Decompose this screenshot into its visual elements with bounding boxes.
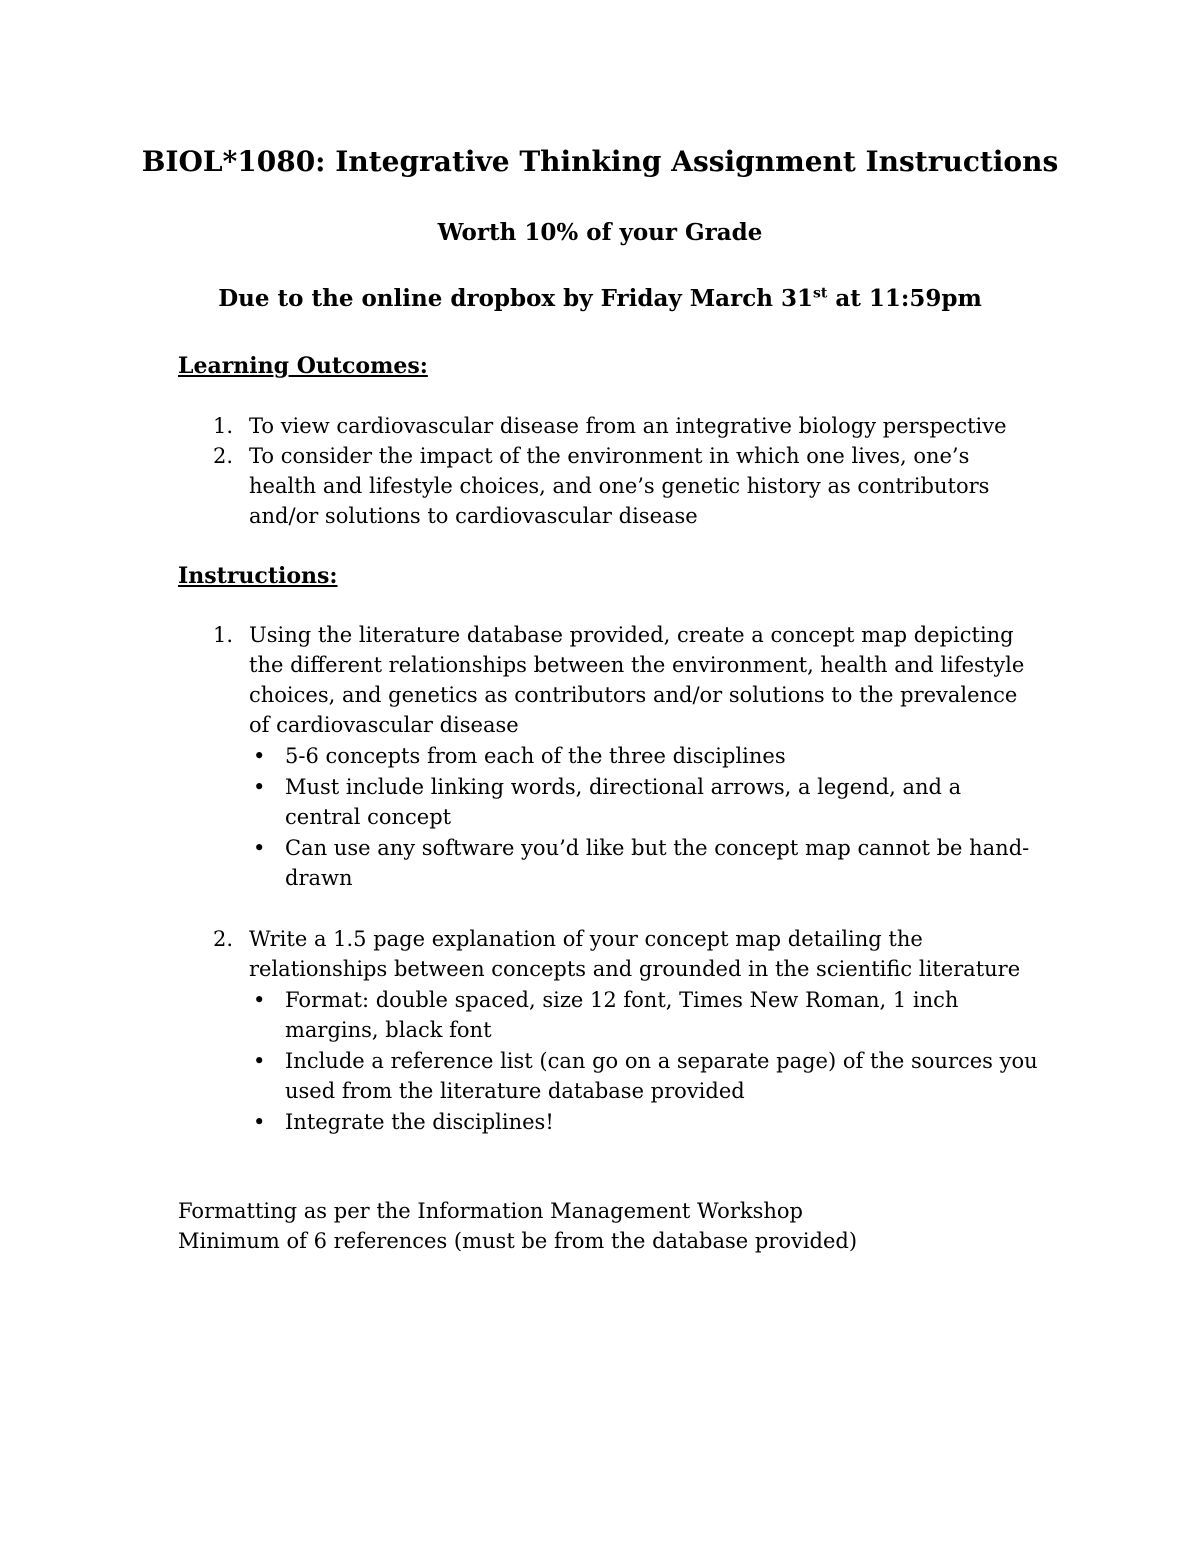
bullet-item — [249, 985, 1043, 1045]
references-note: Minimum of 6 references (must be from the database provided) — [178, 1229, 858, 1253]
instructions-list — [213, 620, 1043, 894]
formatting-note: Formatting as per the Information Management Workshop — [178, 1199, 803, 1223]
bullet-item — [249, 1107, 1043, 1137]
bullet-icon: • — [253, 836, 266, 860]
bullet-text: 5-6 concepts from each of the three disciplines — [285, 744, 786, 768]
sub-bullet-list — [249, 985, 1043, 1137]
item-text: Using the literature database provided, create a concept map depicting the different relationships between the environment, health and lifestyle choices, and genetics as contributors and/or solutions to the prevalence of cardiovascular disease — [249, 623, 1025, 737]
learning-outcomes-list — [213, 411, 1043, 531]
sub-bullet-list — [249, 741, 1043, 893]
instructions-heading: Instructions: — [178, 563, 338, 589]
due-date-ordinal: st — [812, 285, 828, 302]
bullet-icon: • — [253, 775, 266, 799]
bullet-icon: • — [253, 1049, 266, 1073]
bullet-icon: • — [253, 744, 266, 768]
item-number: 1. — [213, 623, 234, 647]
item-text: To consider the impact of the environment in which one lives, one’s health and lifestyle choices, and one’s genetic history as contributors and/or solutions to cardiovascular disease — [249, 444, 990, 528]
list-item — [213, 441, 1043, 531]
bullet-text: Can use any software you’d like but the concept map cannot be hand-drawn — [285, 836, 1030, 890]
item-text: To view cardiovascular disease from an integrative biology perspective — [249, 414, 1007, 438]
footer-notes — [178, 1196, 1078, 1256]
bullet-text: Must include linking words, directional arrows, a legend, and a central concept — [285, 775, 962, 829]
bullet-item — [249, 741, 1043, 771]
learning-outcomes-heading: Learning Outcomes: — [178, 353, 428, 379]
instructions-list-continued — [213, 924, 1043, 1138]
item-number: 1. — [213, 414, 234, 438]
page-title: BIOL*1080: Integrative Thinking Assignment Instructions — [141, 145, 1059, 178]
bullet-item — [249, 833, 1043, 893]
list-item — [213, 620, 1043, 893]
bullet-text: Integrate the disciplines! — [285, 1110, 554, 1134]
item-number: 2. — [213, 927, 234, 951]
bullet-icon: • — [253, 988, 266, 1012]
item-text: Write a 1.5 page explanation of your concept map detailing the relationships between concepts and grounded in the scientific literature — [249, 927, 1021, 981]
due-date — [0, 283, 1200, 315]
item-number: 2. — [213, 444, 234, 468]
bullet-item — [249, 1046, 1043, 1106]
grade-weight: Worth 10% of your Grade — [437, 219, 763, 246]
list-item — [213, 924, 1043, 1137]
due-date-time: at 11:59pm — [827, 285, 982, 312]
bullet-icon: • — [253, 1110, 266, 1134]
bullet-text: Format: double spaced, size 12 font, Times New Roman, 1 inch margins, black font — [285, 988, 959, 1042]
bullet-text: Include a reference list (can go on a separate page) of the sources you used from the literature database provided — [285, 1049, 1038, 1103]
bullet-item — [249, 772, 1043, 832]
due-date-text: Due to the online dropbox by Friday March 31 — [218, 285, 813, 312]
list-item — [213, 411, 1043, 441]
